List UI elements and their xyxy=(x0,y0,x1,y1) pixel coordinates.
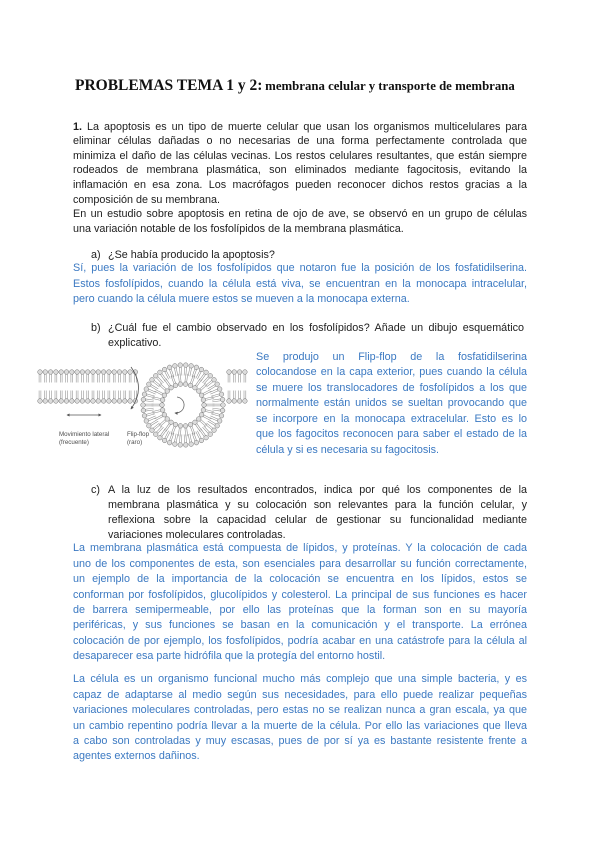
text-line: normalmente están unidos se sueltan provocando que xyxy=(256,397,527,409)
text-line: pero cuando la célula muere estos se mueven a la monocapa externa. xyxy=(73,293,410,306)
text-line: Estos fosfolípidos, cuando la célula está viva, se encuentran en la monocapa intracelular, xyxy=(73,277,527,290)
text-line: membrana plasmática y su colocación son relevantes para la función celular, y xyxy=(108,498,527,511)
question-a-text xyxy=(108,248,527,263)
page-title-main: PROBLEMAS TEMA 1 y 2: xyxy=(75,77,263,94)
text-line: reflexiona sobre la capacidad celular de gestionar su funcionalidad mediante xyxy=(108,514,527,527)
text-line: que los fagocitos reconocen para saber el estado de la xyxy=(256,428,527,440)
label-lateral-note: (frecuente) xyxy=(59,439,89,446)
text-line: ¿Cuál fue el cambio observado en los fosfolípidos? Añade un dibujo esquemático xyxy=(108,322,524,334)
text-line: ¿Se había producido la apoptosis? xyxy=(108,248,275,261)
text-line xyxy=(73,120,527,135)
text-line: A la luz de los resultados encontrados, indica por qué los componentes de la xyxy=(108,483,527,496)
answer-b xyxy=(256,350,527,459)
label-flip-flop: Flip-flop xyxy=(127,431,150,438)
text-line: periféricas, y sus funciones se basan en la comunicación y el transporte. La errónea xyxy=(73,619,527,632)
question-a-marker: a) xyxy=(91,248,101,261)
question-b xyxy=(91,321,524,350)
question-c-marker: c) xyxy=(91,483,100,496)
question-c-text xyxy=(108,483,527,544)
text-line: a cabo son controladas y muy escasas, pues de por sí ya es bastante resistente frente a xyxy=(73,734,527,747)
question-b-text xyxy=(108,321,524,350)
question-a xyxy=(91,248,527,263)
text-line: colocandose en la capa exterior, pues cuando la célula xyxy=(256,366,527,378)
text-line: célula y si es necesaria su fagocitosis. xyxy=(256,443,440,456)
text-line: un ejemplo de la importancia de la colocación se encuentra en los lípidos, estos se xyxy=(73,573,527,586)
text-line: inflamación en esa zona. Los macrófagos pueden reconocer dichos restos gracias a la xyxy=(73,179,527,192)
text-line: variaciones moleculares controladas, pero estas no se realizan nunca a gran escala, ya que xyxy=(73,704,527,717)
text-line: desaparecer esa parte hidrófila que la protegía del entorno hostil. xyxy=(73,650,386,663)
page-title-subtitle: membrana celular y transporte de membrana xyxy=(265,79,515,93)
text-line: agentes externos dañinos. xyxy=(73,750,200,763)
text-line: Se produjo un Flip-flop de la fosfatidilserina xyxy=(256,350,527,363)
problem-1-study xyxy=(73,207,527,236)
page-title xyxy=(75,76,515,97)
label-lateral: Movimiento lateral xyxy=(59,431,110,438)
text-line: En un estudio sobre apoptosis en retina de ojo de ave, se observó en un grupo de células xyxy=(73,208,527,221)
text-line: de barrera semipermeable, por ello las proteínas que la forman son en su mayoría xyxy=(73,603,527,616)
question-c xyxy=(91,483,527,544)
membrane-diagram xyxy=(37,357,250,455)
text-line: una variación notable de los fosfolípidos de la membrana plasmática. xyxy=(73,222,404,235)
text-line: eliminar células dañadas o no necesarias de una forma perfectamente controlada que xyxy=(73,135,527,148)
text-line: se muere los translocadores de fosfolípidos a los que xyxy=(256,381,527,394)
text-line: uno de los componentes de esta, son esenciales para desarrollar su función correctamente, xyxy=(73,557,527,570)
problem-1-intro xyxy=(73,134,527,207)
text-line: variaciones moleculares controladas. xyxy=(108,529,286,542)
question-b-marker: b) xyxy=(91,322,101,334)
answer-c-paragraph-2 xyxy=(73,672,527,764)
problem-1-statement xyxy=(73,120,527,237)
text-line: conforman por fosfolípidos, glucolípidos y colesterol. La principal de sus funciones es hacer xyxy=(73,588,527,601)
answer-a xyxy=(73,261,527,308)
label-flip-flop-note: (raro) xyxy=(127,439,143,446)
text-line-content: La apoptosis es un tipo de muerte celular que usan los organismos multicelulares para xyxy=(87,120,527,133)
text-line: rodeados de membrana plasmática, son eliminados mediante fagocitosis, evitando la xyxy=(73,164,527,177)
text-line: minimiza el daño de las células vecinas. Los restos celulares resultantes, que están siempre xyxy=(73,149,527,162)
text-line: La membrana plasmática está compuesta de lípidos, y proteínas. Y la colocación de cada xyxy=(73,542,527,555)
text-line: un cambio repentino podría llevar a la muerte de la célula. Por ello las variaciones que lleva xyxy=(73,719,527,732)
text-line: se incorpore en la monocapa extracelular. Esto es lo xyxy=(256,412,527,425)
text-line: colocación de por ejemplo, los fosfolípidos, podría acabar en una catástrofe para la célula al xyxy=(73,634,527,647)
text-line: capaz de adaptarse al medio según sus necesidades, para ello puede realizar pequeñas xyxy=(73,688,527,701)
text-line: Sí, pues la variación de los fosfolípidos que notaron fue la posición de los fosfatidilserina. xyxy=(73,262,527,275)
text-line: La célula es un organismo funcional mucho más complejo que una simple bacteria, y es xyxy=(73,673,527,686)
answer-c-paragraph-1 xyxy=(73,541,527,664)
problem-number: 1. xyxy=(73,120,83,133)
text-line: explicativo. xyxy=(108,336,162,349)
text-line: composición de su membrana. xyxy=(73,193,221,206)
